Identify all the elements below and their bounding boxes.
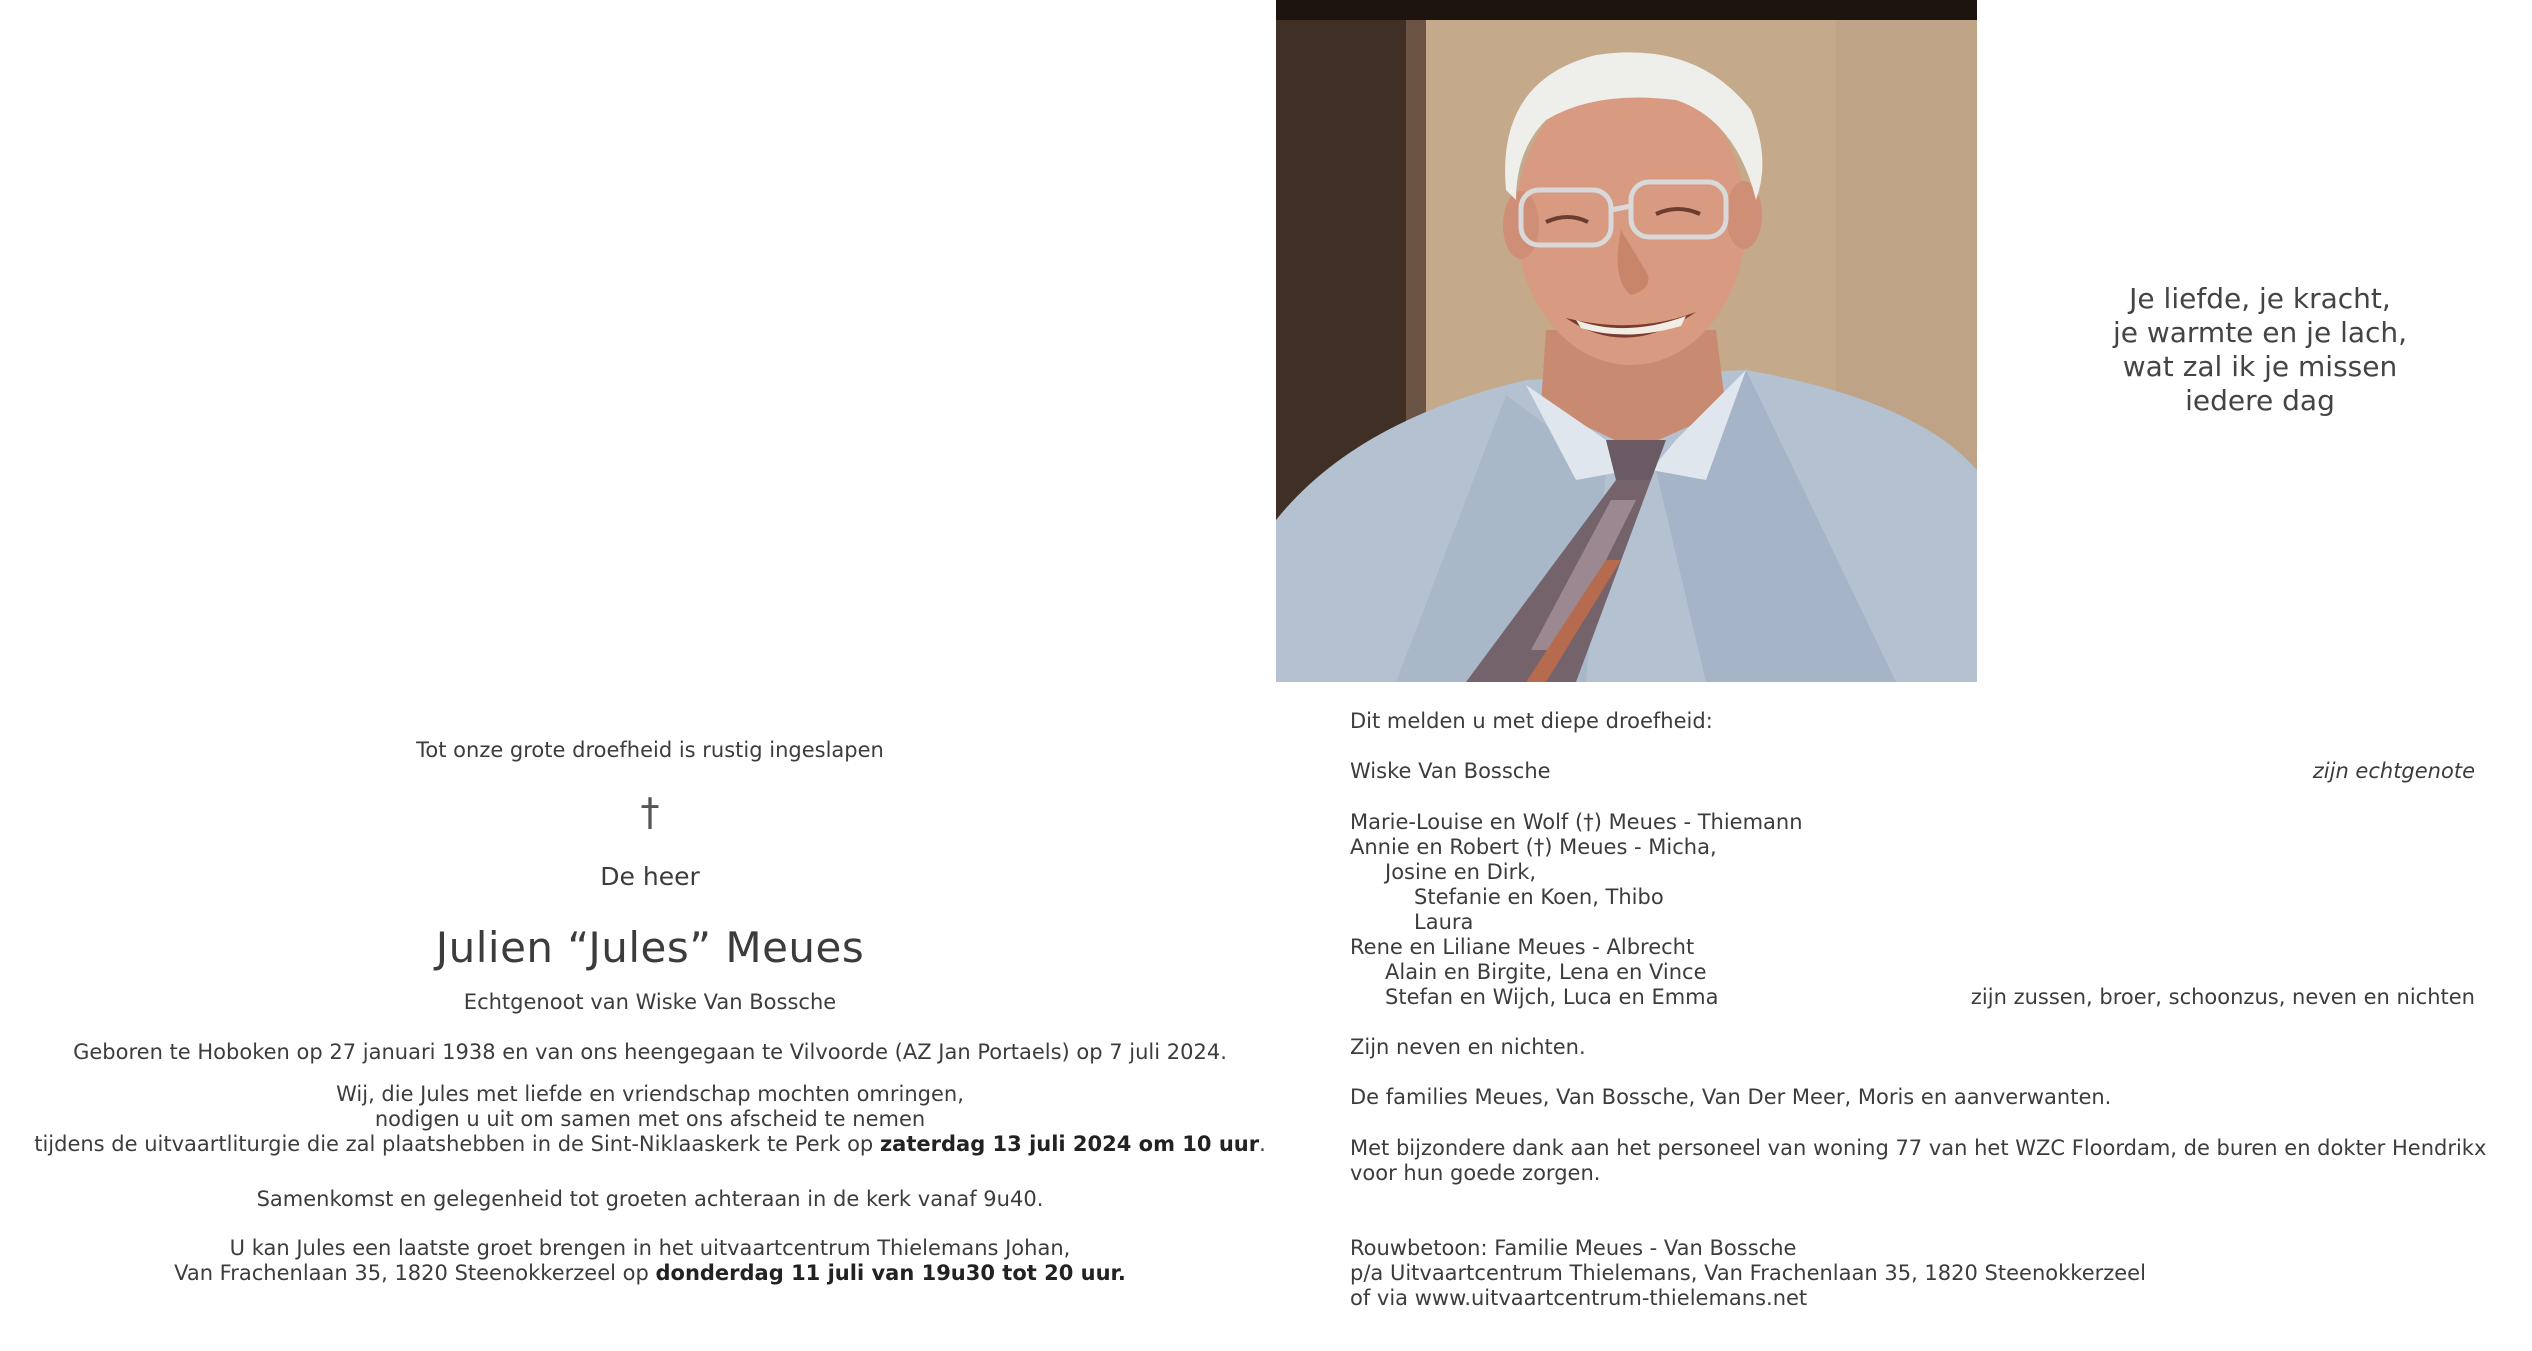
- families-line: De families Meues, Van Bossche, Van Der Meer, Moris en aanverwanten.: [1350, 1085, 2112, 1109]
- quote-line-1: Je liefde, je kracht,: [2129, 282, 2391, 315]
- invite-line-2: nodigen u uit om samen met ons afscheid te nemen: [374, 1107, 926, 1131]
- spouse-entry: [1350, 759, 2475, 784]
- gathering-text: Samenkomst en gelegenheid tot groeten achteraan in de kerk vanaf 9u40.: [256, 1187, 1044, 1211]
- funeral-invitation: [0, 1082, 1300, 1157]
- quote-line-4: iedere dag: [2185, 384, 2335, 417]
- memorial-quote: [2050, 282, 2470, 418]
- birth-death-line: Geboren te Hoboken op 27 januari 1938 en van ons heengegaan te Vilvoorde (AZ Jan Portaels) op 7 juli 2024.: [73, 1040, 1227, 1064]
- visitation-info: [0, 1236, 1300, 1286]
- spouse-line: Echtgenoot van Wiske Van Bossche: [463, 990, 837, 1014]
- spouse-name: Wiske Van Bossche: [1350, 759, 1551, 783]
- family-line-6: Rene en Liliane Meues - Albrecht: [1350, 935, 1695, 959]
- quote-line-2: je warmte en je lach,: [2112, 316, 2408, 349]
- title-honorific: De heer: [600, 862, 700, 891]
- visit-line-1: U kan Jules een laatste groet brengen in het uitvaartcentrum Thielemans Johan,: [229, 1236, 1071, 1260]
- portrait-illustration: [1276, 0, 1977, 682]
- thanks-line-2: voor hun goede zorgen.: [1350, 1161, 1601, 1185]
- family-line-2: Annie en Robert (†) Meues - Micha,: [1350, 835, 1717, 859]
- mourning-line-3: of via www.uitvaartcentrum-thielemans.net: [1350, 1286, 1808, 1310]
- portrait-photo: [1276, 0, 1977, 682]
- mourning-line-1: Rouwbetoon: Familie Meues - Van Bossche: [1350, 1236, 1797, 1260]
- invite-line-1: Wij, die Jules met liefde en vriendschap mochten omringen,: [336, 1082, 964, 1106]
- family-relation: zijn zussen, broer, schoonzus, neven en nichten: [1970, 985, 2475, 1009]
- visit-line-2: Van Frachenlaan 35, 1820 Steenokkerzeel op donderdag 11 juli van 19u30 tot 20 uur.: [174, 1261, 1126, 1285]
- funeral-date: zaterdag 13 juli 2024 om 10 uur: [879, 1132, 1260, 1156]
- family-line-7: Alain en Birgite, Lena en Vince: [1385, 960, 1707, 984]
- announce-line: Dit melden u met diepe droefheid:: [1350, 709, 1713, 733]
- intro-text: Tot onze grote droefheid is rustig ingeslapen: [416, 738, 884, 762]
- announcement-section: [1350, 709, 2487, 1329]
- cousins-line: Zijn neven en nichten.: [1350, 1035, 1586, 1059]
- invite-line-3: tijdens de uitvaartliturgie die zal plaatshebben in de Sint-Niklaaskerk te Perk op zaterdag 13 juli 2024 om 10 uur.: [34, 1132, 1266, 1156]
- family-line-8: Stefan en Wijch, Luca en Emma zijn zussen, broer, schoonzus, neven en nichten: [1385, 985, 2475, 1009]
- visitation-date: donderdag 11 juli van 19u30 tot 20 uur.: [655, 1261, 1126, 1285]
- thanks-line-1: Met bijzondere dank aan het personeel van woning 77 van het WZC Floordam, de buren en dokter Hendrikx: [1350, 1136, 2487, 1160]
- spouse-relation: zijn echtgenote: [2312, 759, 2475, 783]
- deceased-name: Julien “Jules” Meues: [435, 923, 865, 972]
- quote-line-3: wat zal ik je missen: [2122, 350, 2398, 383]
- family-line-5: Laura: [1414, 910, 1474, 934]
- family-line-1: Marie-Louise en Wolf (†) Meues - Thiemann: [1350, 810, 1803, 834]
- family-line-3: Josine en Dirk,: [1385, 860, 1537, 884]
- cross-symbol: †: [640, 790, 660, 834]
- mourning-line-2: p/a Uitvaartcentrum Thielemans, Van Frachenlaan 35, 1820 Steenokkerzeel: [1350, 1261, 2146, 1285]
- family-line-4: Stefanie en Koen, Thibo: [1414, 885, 1664, 909]
